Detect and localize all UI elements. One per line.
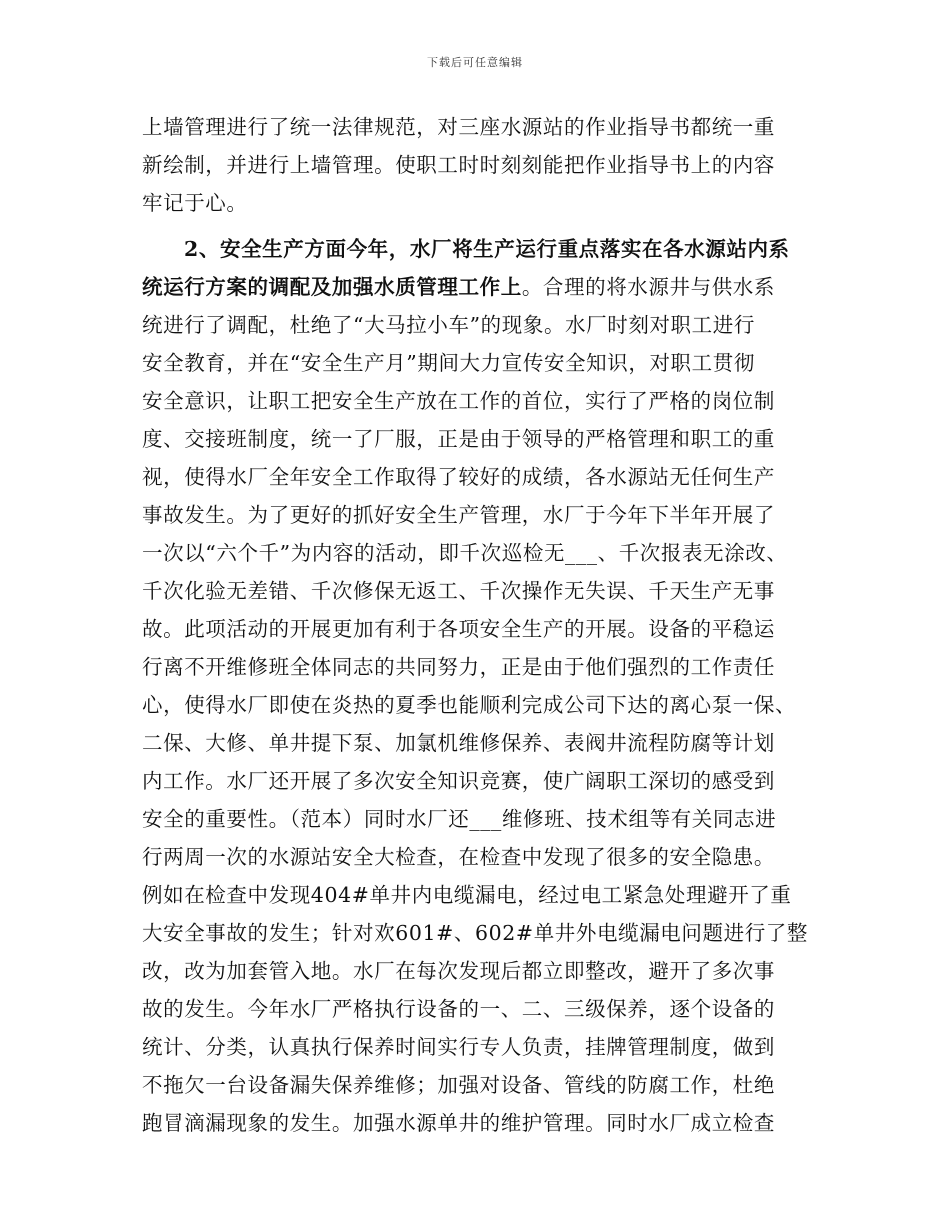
paragraph-line: 视，使得水厂全年安全工作取得了较好的成绩，各水源站无任何生产 <box>142 465 775 489</box>
paragraph-line: 行两周一次的水源站安全大检查，在检查中发现了很多的安全隐患。 <box>142 845 775 869</box>
paragraph-line: 不拖欠一台设备漏失保养维修；加强对设备、管线的防腐工作，杜绝 <box>142 1073 775 1097</box>
paragraph-line: 内工作。水厂还开展了多次安全知识竞赛，使广阔职工深切的感受到 <box>142 769 775 793</box>
section-heading-continuation: 统运行方案的调配及加强水质管理工作上 <box>142 275 522 299</box>
paragraph-line: 行离不开维修班全体同志的共同努力，正是由于他们强烈的工作责任 <box>142 655 775 679</box>
paragraph-line: 新绘制，并进行上墙管理。使职工时时刻刻能把作业指导书上的内容 <box>142 153 775 177</box>
paragraph-line: 安全的重要性。（范本）同时水厂还___维修班、技术组等有关同志进 <box>142 807 777 831</box>
paragraph-line: 跑冒滴漏现象的发生。加强水源单井的维护管理。同时水厂成立检查 <box>142 1111 775 1135</box>
paragraph-line: 事故发生。为了更好的抓好安全生产管理，水厂于今年下半年开展了 <box>142 503 775 527</box>
paragraph-line: 安全意识，让职工把安全生产放在工作的首位，实行了严格的岗位制 <box>142 389 775 413</box>
paragraph-text: 。合理的将水源井与供水系 <box>521 275 776 299</box>
paragraph-line: 牢记于心。 <box>142 191 248 215</box>
paragraph-line: 改，改为加套管入地。水厂在每次发现后都立即整改，避开了多次事 <box>142 959 775 983</box>
paragraph-line: 统进行了调配，杜绝了“大马拉小车”的现象。水厂时刻对职工进行 <box>142 313 755 337</box>
paragraph-line: 大安全事故的发生；针对欢601#、602#单井外电缆漏电问题进行了整 <box>142 921 809 945</box>
paragraph-line: 一次以“六个千”为内容的活动，即千次巡检无___、千次报表无涂改、 <box>142 541 788 565</box>
paragraph-line: 故的发生。今年水厂严格执行设备的一、二、三级保养，逐个设备的 <box>142 997 775 1021</box>
paragraph-line: 二保、大修、单井提下泵、加氯机维修保养、表阀井流程防腐等计划 <box>142 731 775 755</box>
section-heading-line: 2、安全生产方面今年，水厂将生产运行重点落实在各水源站内系 <box>184 237 790 261</box>
paragraph-line: 故。此项活动的开展更加有利于各项安全生产的开展。设备的平稳运 <box>142 617 775 641</box>
document-body <box>142 108 832 1142</box>
paragraph-line: 统计、分类，认真执行保养时间实行专人负责，挂牌管理制度，做到 <box>142 1035 775 1059</box>
paragraph-line: 心，使得水厂即使在炎热的夏季也能顺利完成公司下达的离心泵一保、 <box>142 693 797 717</box>
paragraph-line <box>142 268 832 306</box>
paragraph-line: 例如在检查中发现404#单井内电缆漏电，经过电工紧急处理避开了重 <box>142 883 792 907</box>
page-header: 下载后可任意编辑 <box>427 56 523 69</box>
paragraph-line: 千次化验无差错、千次修保无返工、千次操作无失误、千天生产无事 <box>142 579 775 603</box>
paragraph-line: 度、交接班制度，统一了厂服，正是由于领导的严格管理和职工的重 <box>142 427 775 451</box>
paragraph-line: 上墙管理进行了统一法律规范，对三座水源站的作业指导书都统一重 <box>142 115 775 139</box>
paragraph-line: 安全教育，并在“安全生产月”期间大力宣传安全知识，对职工贯彻 <box>142 351 755 375</box>
